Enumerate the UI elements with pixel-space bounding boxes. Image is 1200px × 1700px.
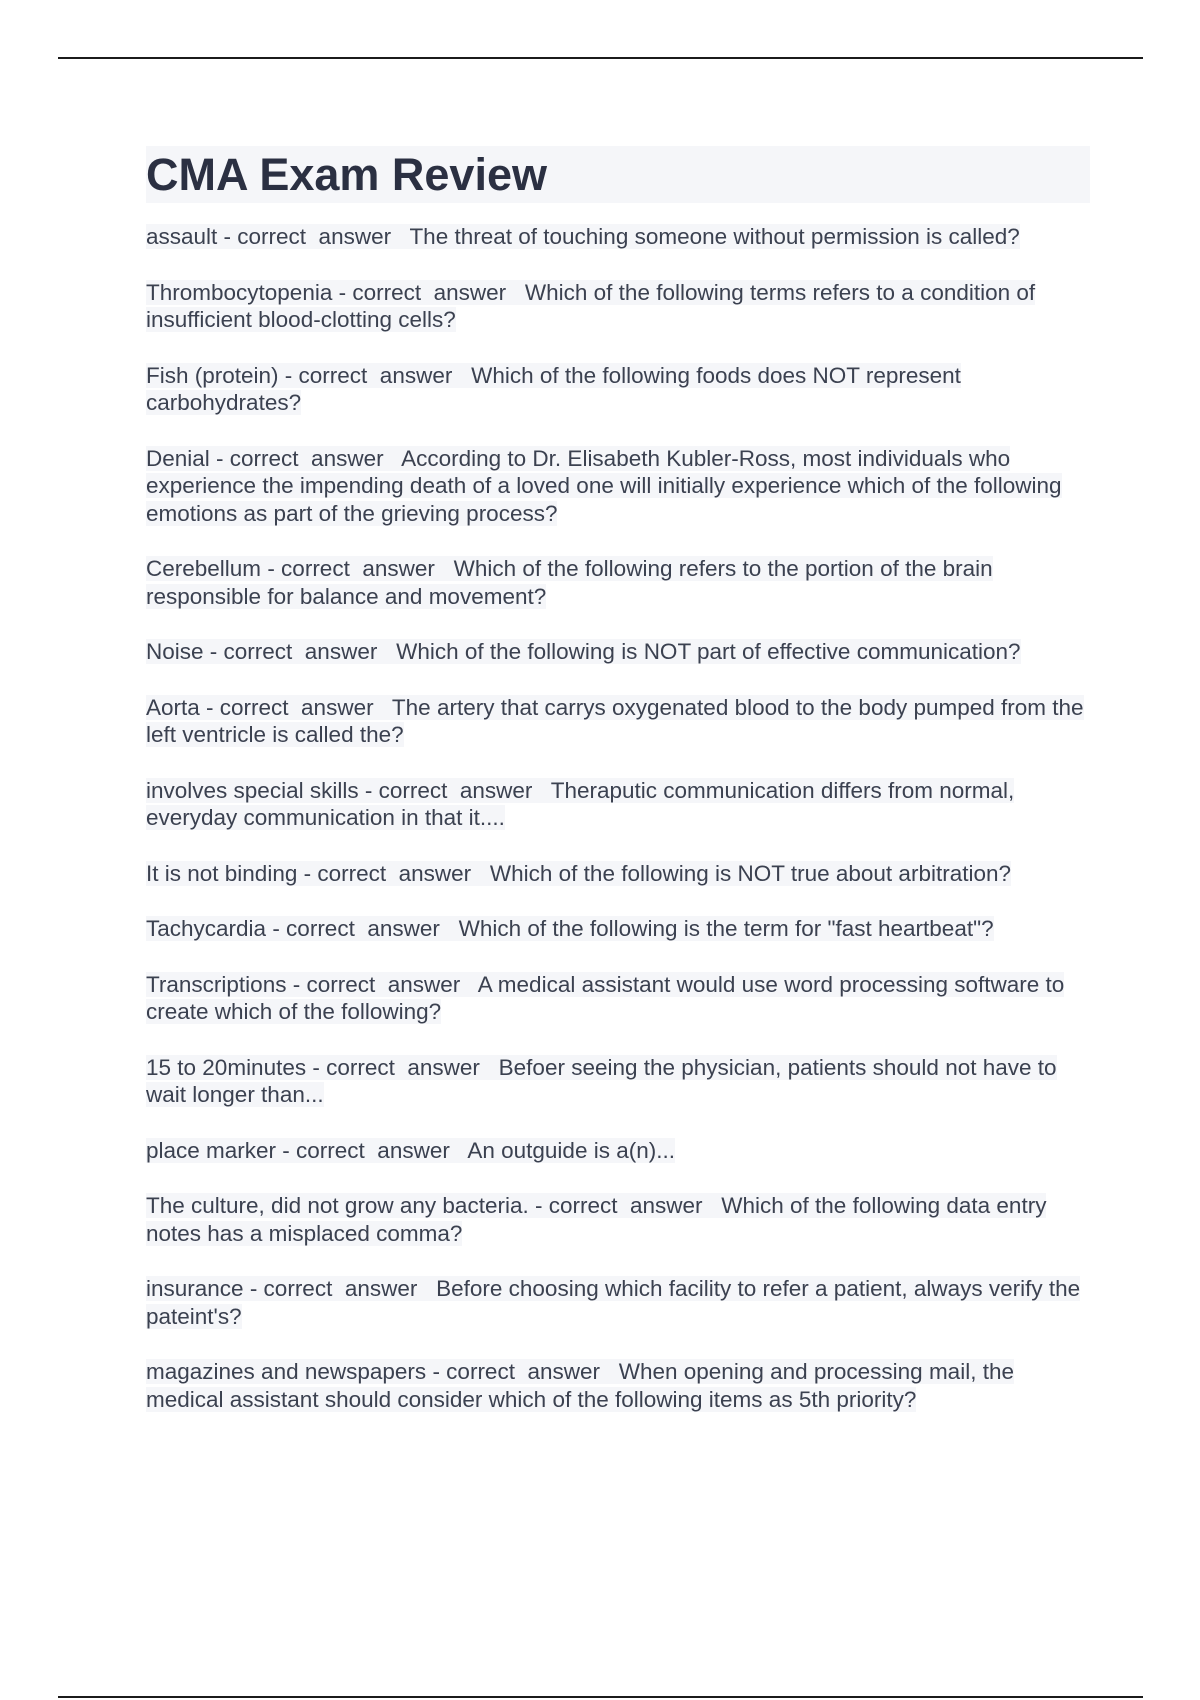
qa-line [146, 446, 1062, 526]
qa-answer: Tachycardia [146, 916, 267, 941]
qa-question: Which of the following is NOT true about arbitration? [489, 860, 1011, 886]
qa-separator: - correct answer [217, 224, 410, 249]
qa-answer: Aorta [146, 694, 200, 720]
qa-item [146, 860, 1090, 888]
qa-question: Which of the following foods does NOT represent carbohydrates? [146, 362, 961, 415]
qa-separator: - correct answer [332, 279, 525, 305]
qa-line [146, 556, 993, 609]
qa-separator: - correct answer [306, 1054, 499, 1080]
qa-line [146, 778, 1014, 831]
qa-item [146, 694, 1090, 749]
qa-question: Which of the following data entry notes has a misplaced comma? [146, 1193, 1047, 1246]
qa-separator: - correct answer [276, 1137, 468, 1163]
qa-answer: Denial [146, 445, 210, 471]
qa-separator: - correct answer [261, 556, 454, 581]
qa-line [146, 280, 1035, 333]
qa-separator: - correct answer [528, 1193, 722, 1218]
top-rule [58, 57, 1143, 59]
qa-separator: - correct answer [278, 362, 472, 388]
qa-question: Theraputic communication differs from normal, everyday communication in that it.... [146, 777, 1015, 830]
qa-line [146, 916, 994, 941]
qa-answer: The culture, did not grow any bacteria. [146, 1193, 529, 1218]
qa-answer: assault [146, 224, 218, 249]
qa-line [146, 1193, 1046, 1246]
qa-answer: place marker [146, 1137, 277, 1163]
qa-separator: - correct answer [286, 971, 478, 997]
qa-question: Which of the following is the term for "fast heartbeat"? [458, 916, 994, 941]
qa-question: Which of the following is NOT part of effective communication? [396, 639, 1021, 664]
qa-item [146, 555, 1090, 610]
qa-answer: involves special skills [146, 777, 359, 803]
qa-line [146, 363, 961, 416]
qa-separator: - correct answer [358, 777, 551, 803]
qa-item [146, 777, 1090, 832]
qa-item [146, 445, 1090, 528]
qa-question: The threat of touching someone without permission is called? [409, 224, 1020, 249]
qa-question: Which of the following terms refers to a condition of insufficient blood-clotting cells? [146, 279, 1036, 332]
qa-answer: Fish (protein) [146, 362, 279, 388]
qa-separator: - correct answer [243, 1276, 437, 1301]
qa-line [146, 861, 1011, 886]
qa-answer: Cerebellum [146, 556, 262, 581]
qa-answer: It is not binding [146, 860, 298, 886]
qa-question: Which of the following refers to the portion of the brain responsible for balance and movement? [146, 556, 993, 609]
qa-line [146, 1055, 1057, 1108]
qa-answer: Noise [146, 639, 204, 664]
qa-item [146, 362, 1090, 417]
qa-item [146, 915, 1090, 943]
qa-line [146, 1359, 1014, 1412]
qa-separator: - correct answer [199, 694, 392, 720]
qa-line [146, 1138, 675, 1163]
document-body [146, 146, 1090, 1441]
bottom-rule [58, 1696, 1143, 1698]
title-bar [146, 146, 1090, 203]
qa-line [146, 695, 1084, 748]
qa-answer: magazines and newspapers [146, 1359, 427, 1384]
qa-separator: - correct answer [297, 860, 490, 886]
qa-item [146, 1054, 1090, 1109]
qa-line [146, 1276, 1080, 1329]
qa-line [146, 972, 1064, 1025]
qa-line [146, 639, 1021, 664]
qa-item [146, 1192, 1090, 1247]
qa-item [146, 279, 1090, 334]
qa-question: The artery that carrys oxygenated blood to the body pumped from the left ventricle is called the? [146, 694, 1084, 747]
qa-question: Before choosing which facility to refer a patient, always verify the pateint's? [146, 1276, 1081, 1329]
qa-answer: 15 to 20minutes [146, 1054, 307, 1080]
qa-question: Befoer seeing the physician, patients should not have to wait longer than... [146, 1054, 1057, 1107]
qa-separator: - correct answer [203, 639, 397, 664]
qa-item [146, 1275, 1090, 1330]
qa-answer: insurance [146, 1276, 244, 1301]
qa-item [146, 1137, 1090, 1165]
qa-item [146, 1358, 1090, 1413]
qa-line [146, 224, 1020, 249]
page-title: CMA Exam Review [146, 149, 547, 200]
qa-separator: - correct answer [266, 916, 459, 941]
qa-question: When opening and processing mail, the medical assistant should consider which of the following items as 5th priority? [146, 1359, 1014, 1412]
qa-question: According to Dr. Elisabeth Kubler-Ross, most individuals who experience the impending death of a loved one will initially experience which of the following emotions as part of the grieving process? [146, 445, 1062, 526]
qa-question: A medical assistant would use word processing software to create which of the following? [146, 971, 1065, 1024]
qa-separator: - correct answer [426, 1359, 619, 1384]
qa-item [146, 971, 1090, 1026]
qa-item [146, 223, 1090, 251]
qa-question: An outguide is a(n)... [467, 1137, 675, 1163]
qa-list [146, 223, 1090, 1413]
qa-answer: Transcriptions [146, 971, 287, 997]
qa-answer: Thrombocytopenia [146, 279, 333, 305]
qa-separator: - correct answer [209, 445, 402, 471]
qa-item [146, 638, 1090, 666]
